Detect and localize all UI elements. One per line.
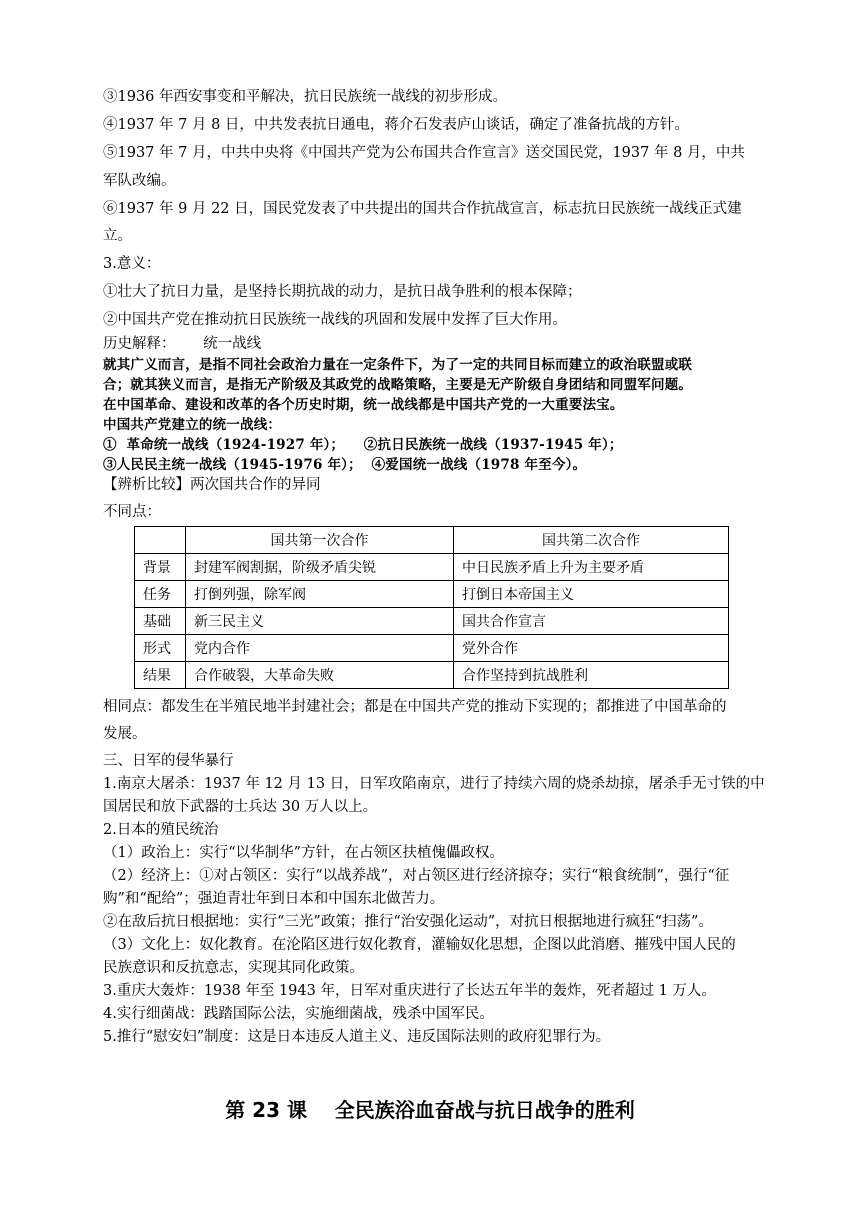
text-line: 民族意识和反抗意志，实现其同化政策。	[103, 960, 364, 976]
text-line: 在中国革命、建设和改革的各个历史时期，统一战线都是中国共产党的一大重要法宝。	[103, 397, 624, 413]
table-cell: 背景	[135, 554, 186, 581]
table-cell: 国共第二次合作	[454, 527, 729, 554]
text-line: 合；就其狭义而言，是指无产阶级及其政党的战略策略，主要是无产阶级自身团结和同盟军问题。	[103, 377, 693, 393]
text-line: 相同点：都发生在半殖民地半封建社会；都是在中国共产党的推动下实现的；都推进了中国革命的	[103, 699, 727, 715]
text-line: 1.南京大屠杀：1937 年 12 月 13 日，日军攻陷南京，进行了持续六周的烧杀劫掠，屠杀手无寸铁的中	[103, 776, 765, 792]
text-line: 就其广义而言，是指不同社会政治力量在一定条件下，为了一定的共同目标而建立的政治联盟或联	[103, 357, 693, 373]
table-cell: 基础	[135, 608, 186, 635]
table-cell: 合作破裂，大革命失败	[186, 662, 454, 689]
table-cell: 中日民族矛盾上升为主要矛盾	[454, 554, 729, 581]
text-line: ③1936 年西安事变和平解决，抗日民族统一战线的初步形成。	[103, 89, 508, 105]
text-line: 军队改编。	[103, 173, 176, 189]
table-cell: 党外合作	[454, 635, 729, 662]
table-cell: 封建军阀割据，阶级矛盾尖锐	[186, 554, 454, 581]
table-header-row	[135, 527, 729, 554]
table-cell: 打倒列强，除军阀	[186, 581, 454, 608]
table-row	[135, 608, 729, 635]
table-cell: 党内合作	[186, 635, 454, 662]
table-row	[135, 635, 729, 662]
text-line: 中国共产党建立的统一战线：	[103, 417, 282, 433]
table-cell: 任务	[135, 581, 186, 608]
text-line: ④1937 年 7 月 8 日，中共发表抗日通电，蒋介石发表庐山谈话，确定了准备抗战的方针。	[103, 117, 689, 133]
text-line: ⑥1937 年 9 月 22 日，国民党发表了中共提出的国共合作抗战宣言，标志抗日民族统一战线正式建	[103, 201, 742, 217]
table-row	[135, 554, 729, 581]
table-cell: 新三民主义	[186, 608, 454, 635]
history-explanation-heading: 历史解释： 统一战线	[103, 336, 262, 352]
text-line: ③人民民主统一战线（1945-1976 年）； ④爱国统一战线（1978 年至今）。	[103, 457, 587, 473]
text-line: （1）政治上：实行“以华制华”方针，在占领区扶植傀儡政权。	[103, 845, 505, 861]
table-cell: 形式	[135, 635, 186, 662]
table-cell	[135, 527, 186, 554]
text-line: 2.日本的殖民统治	[103, 822, 219, 838]
text-line: 3.重庆大轰炸：1938 年至 1943 年，日军对重庆进行了长达五年半的轰炸，死者超过 1 万人。	[103, 983, 716, 999]
table-row	[135, 662, 729, 689]
section-heading: 【辨析比较】两次国共合作的异同	[103, 477, 321, 493]
text-line: ①壮大了抗日力量，是坚持长期抗战的动力，是抗日战争胜利的根本保障；	[103, 284, 582, 300]
text-line: （3）文化上：奴化教育。在沦陷区进行奴化教育，灌输奴化思想，企图以此消磨、摧残中国人民的	[103, 937, 736, 953]
text-line: （2）经济上：①对占领区：实行“以战养战”，对占领区进行经济掠夺；实行“粮食统制”，强行“征	[103, 868, 730, 884]
text-line: 立。	[103, 228, 132, 244]
text-line: ⑤1937 年 7 月，中共中央将《中国共产党为公布国共合作宣言》送交国民党，1937 年 8 月，中共	[103, 145, 745, 161]
text-line: 不同点：	[103, 504, 161, 520]
table-cell: 国共第一次合作	[186, 527, 454, 554]
table-cell: 打倒日本帝国主义	[454, 581, 729, 608]
section-heading: 3.意义：	[103, 256, 161, 272]
text-line: 4.实行细菌战：践踏国际公法，实施细菌战，残杀中国军民。	[103, 1006, 494, 1022]
lesson-title: 第 23 课 全民族浴血奋战与抗日战争的胜利	[225, 1098, 635, 1122]
text-line: ②中国共产党在推动抗日民族统一战线的巩固和发展中发挥了巨大作用。	[103, 312, 567, 328]
table-cell: 国共合作宣言	[454, 608, 729, 635]
text-line: 购”和“配给”；强迫青壮年到日本和中国东北做苦力。	[103, 891, 445, 907]
table-cell: 结果	[135, 662, 186, 689]
text-line: 5.推行“慰安妇”制度：这是日本违反人道主义、违反国际法则的政府犯罪行为。	[103, 1029, 611, 1045]
text-line: 发展。	[103, 726, 147, 742]
text-line: ① 革命统一战线（1924-1927 年）； ②抗日民族统一战线（1937-1945 年）；	[103, 437, 623, 453]
table-cell: 合作坚持到抗战胜利	[454, 662, 729, 689]
section-heading: 三、日军的侵华暴行	[103, 753, 234, 769]
text-line: 国居民和放下武器的士兵达 30 万人以上。	[103, 799, 378, 815]
table-row	[135, 581, 729, 608]
comparison-table	[134, 526, 729, 689]
text-line: ②在敌后抗日根据地：实行“三光”政策；推行“治安强化运动”，对抗日根据地进行疯狂“扫荡”。	[103, 914, 713, 930]
